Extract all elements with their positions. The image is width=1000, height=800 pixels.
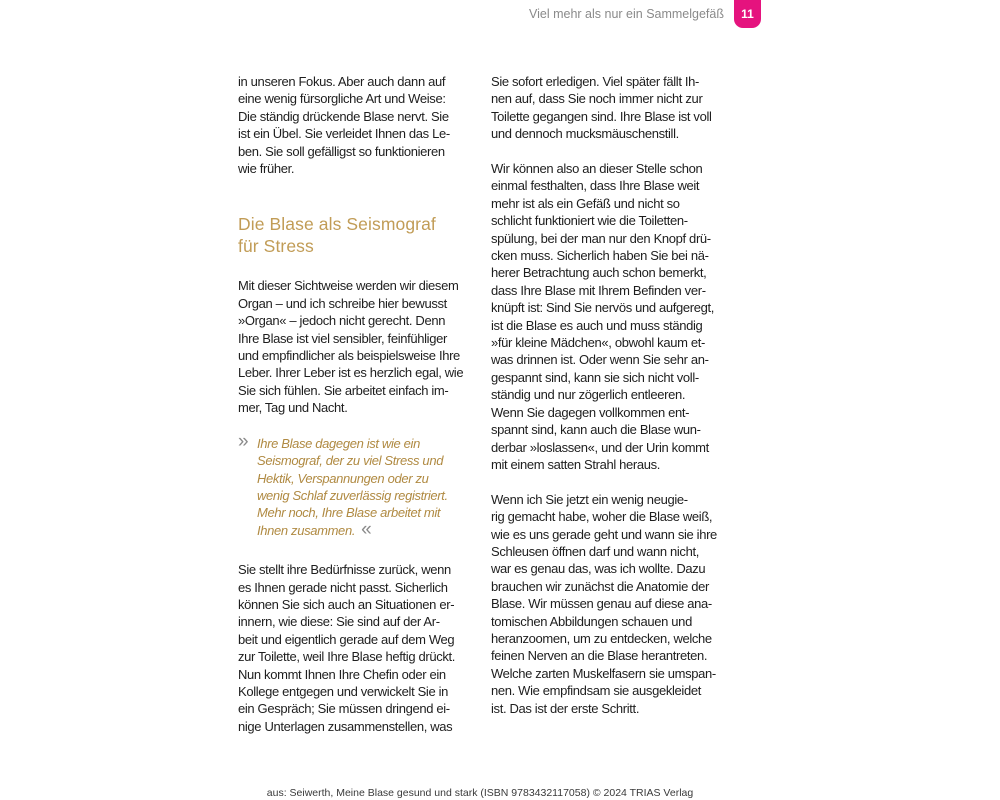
page-number-badge: 11 <box>734 0 761 28</box>
text-line: Sie sofort erledigen. Viel später fällt Ih- <box>491 74 699 89</box>
text-line: nen. Wie empfindsam sie ausgekleidet <box>491 683 701 699</box>
text-line: Wenn Sie dagegen vollkommen ent- <box>491 404 690 420</box>
quote-open-icon: » <box>238 430 249 452</box>
text-line: Die ständig drückende Blase nervt. Sie <box>238 108 449 124</box>
paragraph-later <box>491 73 723 143</box>
text-line: Nun kommt Ihnen Ihre Chefin oder ein <box>238 666 446 682</box>
paragraph-summary <box>491 160 723 473</box>
text-line: einmal festhalten, dass Ihre Blase weit <box>491 178 700 194</box>
quote-close-icon: « <box>361 518 372 540</box>
right-column <box>491 73 723 717</box>
text-line: können Sie sich auch an Situationen er- <box>238 596 455 612</box>
left-column <box>238 73 470 735</box>
text-line: Kollege entgegen und verwickelt Sie in <box>238 683 449 699</box>
text-line: Sie stellt ihre Bedürfnisse zurück, wenn <box>238 562 451 578</box>
text-line: nen auf, dass Sie noch immer nicht zur <box>491 91 703 107</box>
text-line: Leber. Ihrer Leber ist es herzlich egal, wie <box>238 365 464 381</box>
quote-line: wenig Schlaf zuverlässig registriert. <box>257 487 448 503</box>
text-line: spülung, bei der man nur den Knopf drü- <box>491 230 711 246</box>
text-line: Schleusen öffnen darf und wann nicht, <box>491 543 699 559</box>
text-line: knüpft ist: Sind Sie nervös und aufgeregt, <box>491 300 715 316</box>
text-line: wie früher. <box>238 161 295 177</box>
text-line: brauchen wir zunächst die Anatomie der <box>491 578 709 594</box>
text-line: Toilette gegangen sind. Ihre Blase ist voll <box>491 108 712 124</box>
pull-quote <box>238 430 470 540</box>
text-line: ständig und nur zögerlich entleeren. <box>491 387 686 403</box>
text-line: nige Unterlagen zusammenstellen, was <box>238 718 453 734</box>
text-line: herer Betrachtung auch schon bemerkt, <box>491 265 707 281</box>
text-line: ein Gespräch; Sie müssen dringend ei- <box>238 701 450 717</box>
text-line: feinen Nerven an die Blase herantreten. <box>491 648 708 664</box>
text-line: in unseren Fokus. Aber auch dann auf <box>238 74 446 89</box>
heading-line: Die Blase als Seismograf <box>238 214 436 235</box>
text-line: gespannt sind, kann sie sich nicht voll- <box>491 369 699 385</box>
text-line: heranzoomen, um zu entdecken, welche <box>491 630 712 646</box>
text-line: ist die Blase es auch und muss ständig <box>491 317 703 333</box>
heading-line: für Stress <box>238 236 314 257</box>
running-title: Viel mehr als nur ein Sammelgefäß <box>529 7 724 21</box>
text-line: mer, Tag und Nacht. <box>238 400 348 416</box>
text-line: derbar »loslassen«, und der Urin kommt <box>491 439 709 455</box>
text-line: Organ – und ich schreibe hier bewusst <box>238 295 447 311</box>
quote-line: Ihnen zusammen. <box>257 522 356 538</box>
text-line: Wir können also an dieser Stelle schon <box>491 161 703 177</box>
text-line: »für kleine Mädchen«, obwohl kaum et- <box>491 335 705 351</box>
quote-line: Hektik, Verspannungen oder zu <box>257 470 429 486</box>
text-line: es Ihnen gerade nicht passt. Sicherlich <box>238 579 448 595</box>
text-line: und dennoch mucksmäuschenstill. <box>491 126 679 142</box>
text-line: rig gemacht habe, woher die Blase weiß, <box>491 509 713 525</box>
text-line: ist. Das ist der erste Schritt. <box>491 700 640 716</box>
quote-line: Ihre Blase dagegen ist wie ein <box>257 435 420 451</box>
section-heading <box>238 213 470 257</box>
paragraph-anatomy <box>491 491 723 717</box>
text-line: tomischen Abbildungen schauen und <box>491 613 692 629</box>
text-line: Mit dieser Sichtweise werden wir diesem <box>238 278 459 294</box>
text-line: schlicht funktioniert wie die Toiletten- <box>491 213 688 229</box>
paragraph-organ <box>238 277 470 416</box>
text-line: mit einem satten Strahl heraus. <box>491 456 661 472</box>
paragraph-needs <box>238 561 470 735</box>
text-line: spannt sind, kann auch die Blase wun- <box>491 422 701 438</box>
text-line: und empfindlicher als beispielsweise Ihre <box>238 348 460 364</box>
text-line: Blase. Wir müssen genau auf diese ana- <box>491 596 712 612</box>
text-line: »Organ« – jedoch nicht gerecht. Denn <box>238 313 446 329</box>
text-line: wie es uns gerade geht und wann sie ihre <box>491 526 717 542</box>
text-line: Ihre Blase ist viel sensibler, feinfühliger <box>238 330 447 346</box>
footer-citation: aus: Seiwerth, Meine Blase gesund und stark (ISBN 9783432117058) © 2024 TRIAS Verlag <box>266 787 694 799</box>
text-line: ben. Sie soll gefälligst so funktionieren <box>238 143 445 159</box>
text-line: dass Ihre Blase mit Ihrem Befinden ver- <box>491 282 706 298</box>
text-line: Welche zarten Muskelfasern sie umspan- <box>491 665 716 681</box>
text-line: beit und eigentlich gerade auf dem Weg <box>238 631 455 647</box>
text-line: mehr ist als ein Gefäß und nicht so <box>491 195 680 211</box>
text-line: cken muss. Sicherlich haben Sie bei nä- <box>491 248 709 264</box>
text-line: eine wenig fürsorgliche Art und Weise: <box>238 91 446 107</box>
text-line: Wenn ich Sie jetzt ein wenig neugie- <box>491 491 688 507</box>
text-line: Sie sich fühlen. Sie arbeitet einfach im- <box>238 382 449 398</box>
text-line: ist ein Übel. Sie verleidet Ihnen das Le- <box>238 126 450 142</box>
text-line: war es genau das, was ich wollte. Dazu <box>491 561 706 577</box>
quote-line: Seismograf, der zu viel Stress und <box>257 453 444 469</box>
text-line: innern, wie diese: Sie sind auf der Ar- <box>238 614 440 630</box>
text-line: zur Toilette, weil Ihre Blase heftig drückt. <box>238 649 456 665</box>
quote-line: Mehr noch, Ihre Blase arbeitet mit <box>257 505 441 521</box>
paragraph-intro-continued <box>238 73 470 177</box>
text-line: was drinnen ist. Oder wenn Sie sehr an- <box>491 352 709 368</box>
